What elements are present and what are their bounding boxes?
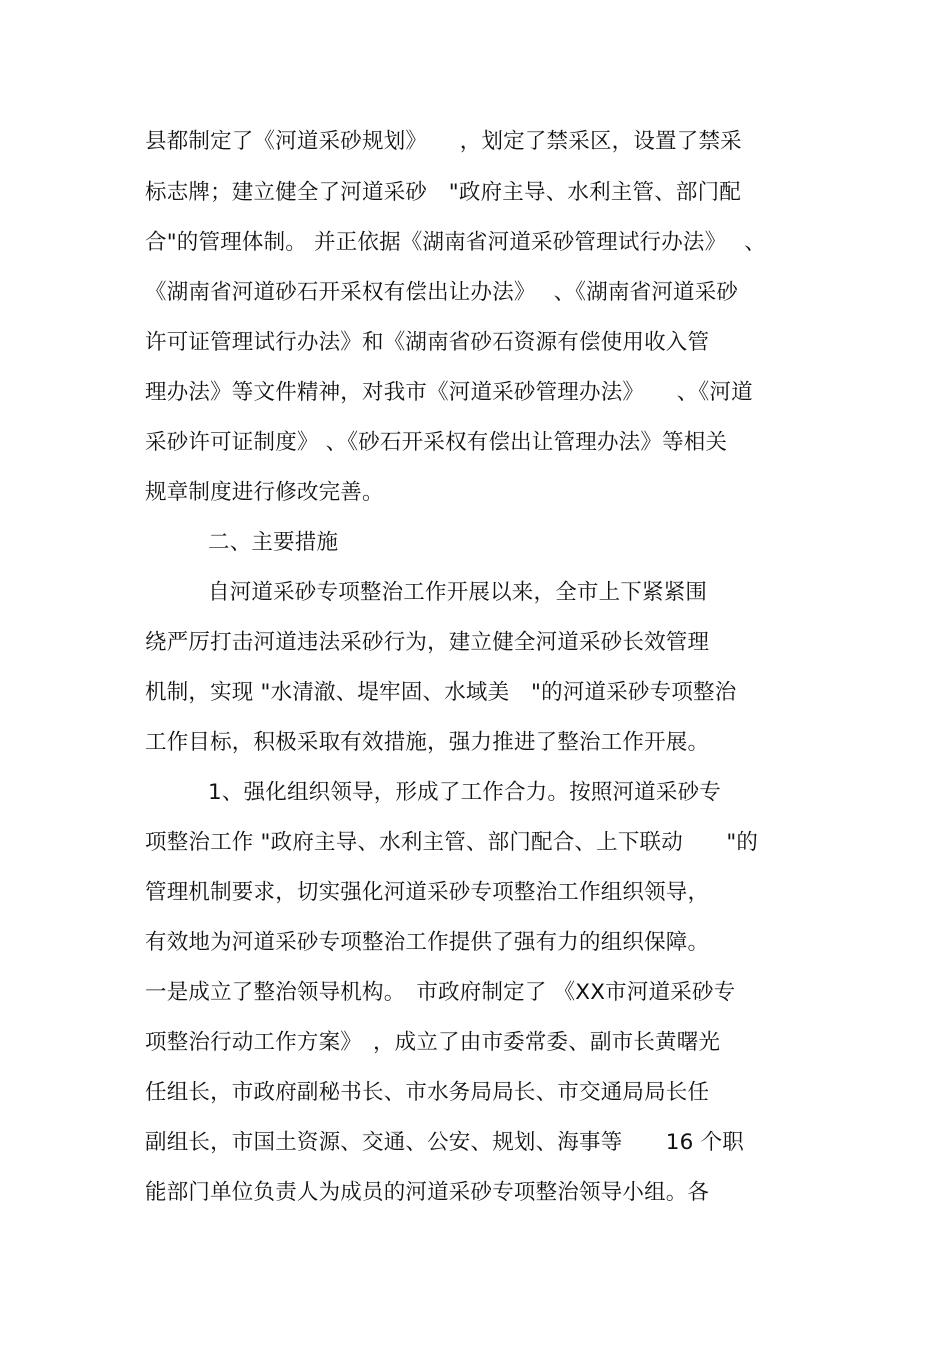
text-line: 绕严厉打击河道违法采砂行为，建立健全河道采砂长效管理 [145, 630, 710, 655]
text-line: 项整治工作 "政府主导、水利主管、部门配合、上下联动 "的 [145, 830, 759, 855]
text-line: 县都制定了《河道采砂规划》 ，划定了禁采区，设置了禁采 [145, 129, 742, 154]
text-line: 合"的管理体制。 并正依据《湖南省河道采砂管理试行办法》 、 [145, 230, 767, 255]
text-line: 自河道采砂专项整治工作开展以来，全市上下紧紧围 [208, 580, 708, 605]
text-line: 任组长，市政府副秘书长、市水务局局长、市交通局局长任 [145, 1080, 710, 1105]
text-line: 理办法》等文件精神，对我市《河道采砂管理办法》 、《河道 [145, 380, 753, 405]
text-line: 1、强化组织领导，形成了工作合力。按照河道采砂专 [208, 780, 721, 805]
text-line: 能部门单位负责人为成员的河道采砂专项整治领导小组。各 [145, 1180, 710, 1205]
text-line: 管理机制要求，切实强化河道采砂专项整治工作组织领导， [145, 880, 710, 905]
text-line: 许可证管理试行办法》和《湖南省砂石资源有偿使用收入管 [145, 330, 710, 355]
text-line: 《湖南省河道砂石开采权有偿出让办法》 、《湖南省河道采砂 [145, 280, 739, 305]
text-line: 机制，实现 "水清澈、堤牢固、水域美 "的河道采砂专项整治 [145, 680, 737, 705]
text-line: 标志牌；建立健全了河道采砂 "政府主导、水利主管、部门配 [145, 180, 741, 205]
text-line: 一是成立了整治领导机构。 市政府制定了 《XX市河道采砂专 [145, 980, 736, 1005]
section-heading: 二、主要措施 [208, 530, 339, 555]
text-line: 规章制度进行修改完善。 [145, 480, 384, 505]
text-line: 采砂许可证制度》 、《砂石开采权有偿出让管理办法》等相关 [145, 430, 728, 455]
text-line: 项整治行动工作方案》 ，成立了由市委常委、副市长黄曙光 [145, 1030, 721, 1055]
text-line: 工作目标，积极采取有效措施，强力推进了整治工作开展。 [145, 730, 710, 755]
text-line: 副组长，市国土资源、交通、公安、规划、海事等 16 个职 [145, 1130, 744, 1155]
text-line: 有效地为河道采砂专项整治工作提供了强有力的组织保障。 [145, 930, 710, 955]
